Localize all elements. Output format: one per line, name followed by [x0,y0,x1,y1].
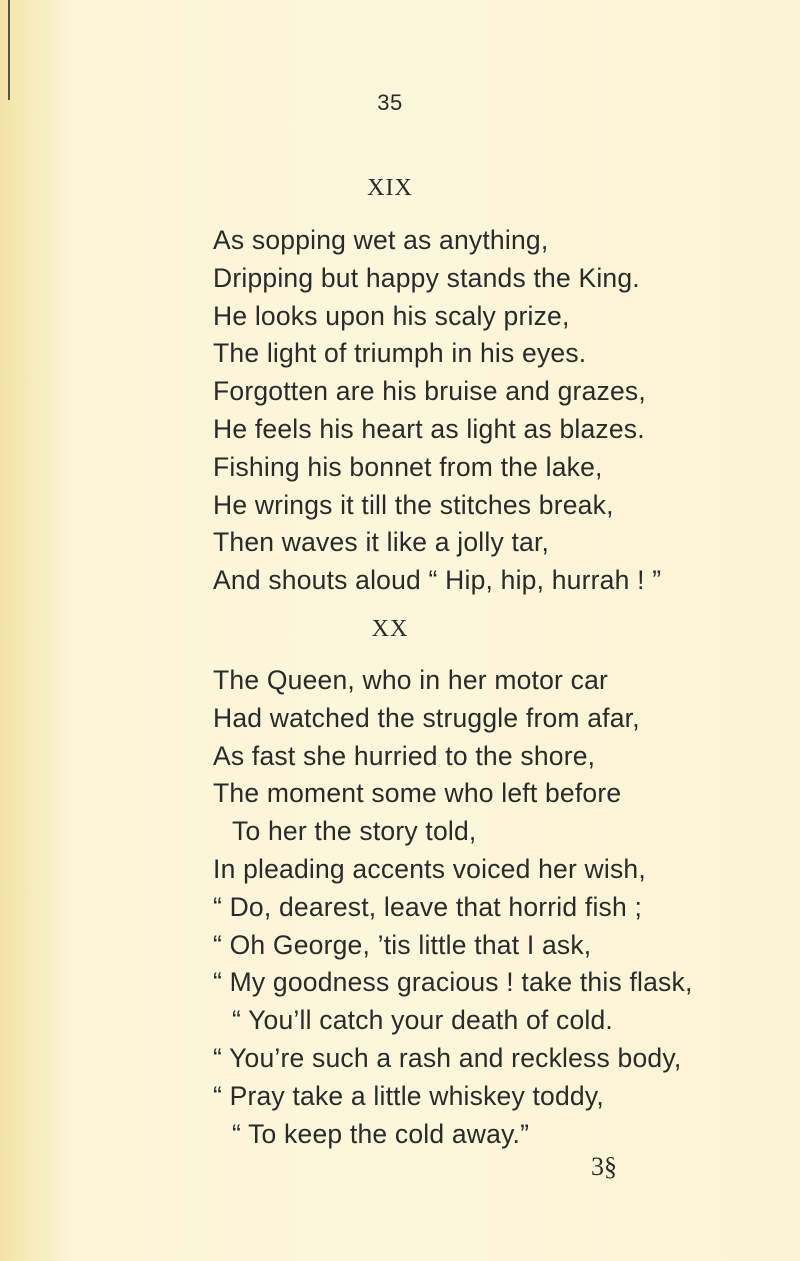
verse-line: The moment some who left before [213,778,622,809]
verse-line: To her the story told, [232,816,477,847]
verse-line: Then waves it like a jolly tar, [213,527,550,558]
verse-line: “ Pray take a little whiskey toddy, [213,1080,604,1111]
stanza-heading-xx: XX [371,616,409,642]
verse-line: Fishing his bonnet from the lake, [213,451,603,482]
verse-line: “ You’re such a rash and reckless body, [213,1042,682,1073]
verse-line: “ Oh George, ’tis little that I ask, [213,929,592,960]
verse-line: He looks upon his scaly prize, [213,300,570,331]
stanza-xx [213,662,693,1153]
verse-line: And shouts aloud “ Hip, hip, hurrah ! ” [213,565,662,596]
signature-mark: 3§ [591,1152,617,1181]
verse-line: He feels his heart as light as blazes. [213,413,645,444]
verse-line: “ Do, dearest, leave that horrid fish ; [213,891,643,922]
verse-line: The light of triumph in his eyes. [213,338,587,369]
stanza-heading-xix: XIX [367,175,413,201]
verse-line: As sopping wet as anything, [213,225,549,255]
verse-line: Forgotten are his bruise and grazes, [213,376,646,407]
verse-line: He wrings it till the stitches break, [213,489,614,520]
verse-line: “ To keep the cold away.” [232,1118,530,1149]
verse-line: In pleading accents voiced her wish, [213,853,646,884]
verse-line: The Queen, who in her motor car [213,665,609,695]
verse-line: As fast she hurried to the shore, [213,740,596,771]
page-binding-edge [8,0,10,100]
verse-line: Had watched the struggle from afar, [213,702,640,733]
verse-line: Dripping but happy stands the King. [213,262,640,293]
verse-line: “ You’ll catch your death of cold. [232,1005,613,1036]
stanza-xix [213,222,661,600]
page-number: 35 [377,90,403,115]
verse-line: “ My goodness gracious ! take this flask, [213,967,693,998]
